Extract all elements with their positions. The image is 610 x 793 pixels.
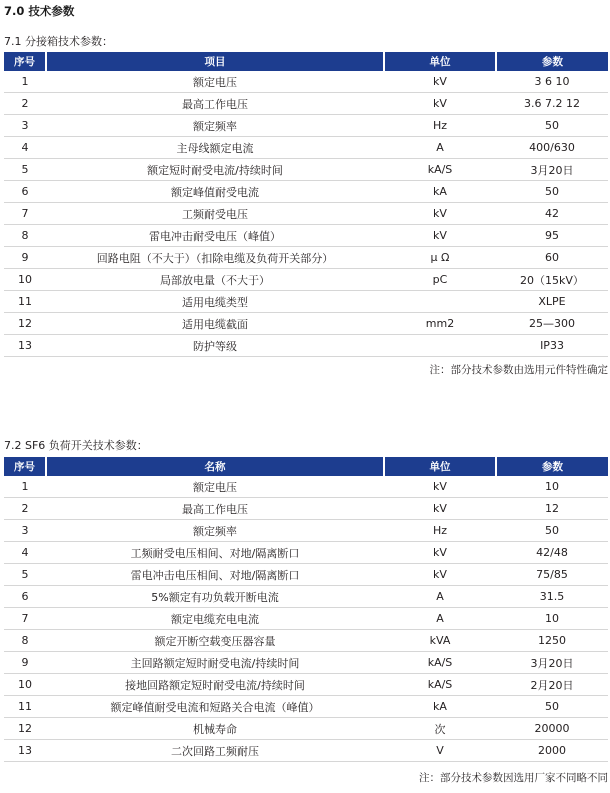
- table-row: [4, 630, 608, 652]
- table-row: [4, 181, 608, 203]
- cell-value: 50: [496, 181, 608, 203]
- cell-value: 3.6 7.2 12: [496, 93, 608, 115]
- cell-value: 42: [496, 203, 608, 225]
- cell-unit: V: [384, 740, 496, 762]
- cell-no: 3: [4, 520, 46, 542]
- sf6-switch-spec-table: [4, 457, 608, 762]
- cell-no: 2: [4, 498, 46, 520]
- cell-no: 13: [4, 335, 46, 357]
- cell-no: 7: [4, 203, 46, 225]
- cell-unit: Hz: [384, 520, 496, 542]
- table-header-row: [4, 457, 608, 476]
- cell-no: 6: [4, 586, 46, 608]
- table-row: [4, 674, 608, 696]
- cell-unit: Hz: [384, 115, 496, 137]
- cell-value: 3 6 10: [496, 71, 608, 93]
- table-row: [4, 564, 608, 586]
- header-unit: 单位: [384, 457, 496, 476]
- cell-unit: kA/S: [384, 159, 496, 181]
- cell-no: 12: [4, 313, 46, 335]
- cell-item: 工频耐受电压: [46, 203, 384, 225]
- cell-item: 额定短时耐受电流/持续时间: [46, 159, 384, 181]
- cell-value: 42/48: [496, 542, 608, 564]
- cell-item: 额定频率: [46, 520, 384, 542]
- table-row: [4, 520, 608, 542]
- cell-value: 2000: [496, 740, 608, 762]
- table-row: [4, 498, 608, 520]
- table-row: [4, 137, 608, 159]
- cell-unit: kV: [384, 71, 496, 93]
- cell-value: 20（15kV）: [496, 269, 608, 291]
- cell-value: 50: [496, 696, 608, 718]
- cell-no: 2: [4, 93, 46, 115]
- table-row: [4, 476, 608, 498]
- cell-item: 适用电缆截面: [46, 313, 384, 335]
- cell-value: 95: [496, 225, 608, 247]
- cell-unit: μ Ω: [384, 247, 496, 269]
- table-row: [4, 269, 608, 291]
- cell-item: 主回路额定短时耐受电流/持续时间: [46, 652, 384, 674]
- cell-value: 3月20日: [496, 652, 608, 674]
- cell-item: 最高工作电压: [46, 498, 384, 520]
- table1-title: 7.1 分接箱技术参数：: [4, 35, 113, 48]
- cell-no: 7: [4, 608, 46, 630]
- cell-value: 12: [496, 498, 608, 520]
- cell-no: 8: [4, 225, 46, 247]
- cell-value: 50: [496, 115, 608, 137]
- cell-value: 10: [496, 608, 608, 630]
- section-heading: 7.0 技术参数: [4, 4, 75, 18]
- cell-item: 额定峰值耐受电流: [46, 181, 384, 203]
- table2-title: 7.2 SF6 负荷开关技术参数：: [4, 439, 148, 452]
- header-value: 参数: [496, 457, 608, 476]
- table2-note: 注：部分技术参数因选用厂家不同略不同: [419, 772, 608, 784]
- cell-unit: kV: [384, 564, 496, 586]
- cell-unit: kV: [384, 225, 496, 247]
- cell-no: 5: [4, 564, 46, 586]
- table-row: [4, 203, 608, 225]
- table-row: [4, 586, 608, 608]
- cell-unit: kV: [384, 542, 496, 564]
- cell-item: 5%额定有功负载开断电流: [46, 586, 384, 608]
- cell-unit: kA: [384, 181, 496, 203]
- cell-item: 额定电压: [46, 71, 384, 93]
- cell-no: 3: [4, 115, 46, 137]
- cell-value: 31.5: [496, 586, 608, 608]
- cell-unit: kV: [384, 93, 496, 115]
- header-item: 项目: [46, 52, 384, 71]
- header-unit: 单位: [384, 52, 496, 71]
- table-row: [4, 71, 608, 93]
- cell-item: 防护等级: [46, 335, 384, 357]
- cell-item: 雷电冲击电压相间、对地/隔离断口: [46, 564, 384, 586]
- cell-no: 10: [4, 674, 46, 696]
- table-header-row: [4, 52, 608, 71]
- cell-no: 1: [4, 476, 46, 498]
- header-name: 名称: [46, 457, 384, 476]
- cell-item: 主母线额定电流: [46, 137, 384, 159]
- cell-unit: kV: [384, 498, 496, 520]
- cell-item: 接地回路额定短时耐受电流/持续时间: [46, 674, 384, 696]
- cell-item: 额定电压: [46, 476, 384, 498]
- table1-note: 注：部分技术参数由选用元件特性确定: [429, 364, 608, 376]
- cell-value: IP33: [496, 335, 608, 357]
- cell-no: 4: [4, 137, 46, 159]
- cell-item: 工频耐受电压相间、对地/隔离断口: [46, 542, 384, 564]
- cell-item: 机械寿命: [46, 718, 384, 740]
- cell-no: 5: [4, 159, 46, 181]
- cell-item: 额定开断空载变压器容量: [46, 630, 384, 652]
- cell-item: 回路电阻（不大于）（扣除电缆及负荷开关部分）: [46, 247, 384, 269]
- table-row: [4, 696, 608, 718]
- cell-unit: mm2: [384, 313, 496, 335]
- cell-value: 400/630: [496, 137, 608, 159]
- cell-value: 10: [496, 476, 608, 498]
- cell-item: 二次回路工频耐压: [46, 740, 384, 762]
- table-row: [4, 93, 608, 115]
- cell-no: 10: [4, 269, 46, 291]
- table-row: [4, 542, 608, 564]
- cell-item: 局部放电量（不大于）: [46, 269, 384, 291]
- cell-item: 额定频率: [46, 115, 384, 137]
- cell-no: 4: [4, 542, 46, 564]
- cell-value: 50: [496, 520, 608, 542]
- cell-unit: A: [384, 586, 496, 608]
- cell-unit: pC: [384, 269, 496, 291]
- cell-unit: kV: [384, 203, 496, 225]
- cell-no: 9: [4, 652, 46, 674]
- cell-item: 适用电缆类型: [46, 291, 384, 313]
- cell-unit: kA: [384, 696, 496, 718]
- cell-unit: kA/S: [384, 652, 496, 674]
- cell-no: 11: [4, 291, 46, 313]
- table-row: [4, 313, 608, 335]
- cell-unit: 次: [384, 718, 496, 740]
- table-row: [4, 740, 608, 762]
- header-no: 序号: [4, 457, 46, 476]
- cell-value: 20000: [496, 718, 608, 740]
- header-value: 参数: [496, 52, 608, 71]
- cell-no: 1: [4, 71, 46, 93]
- cell-unit: A: [384, 608, 496, 630]
- cell-value: 1250: [496, 630, 608, 652]
- table-row: [4, 652, 608, 674]
- cell-item: 额定电缆充电电流: [46, 608, 384, 630]
- table-row: [4, 291, 608, 313]
- table-row: [4, 335, 608, 357]
- table-row: [4, 608, 608, 630]
- cell-value: 75/85: [496, 564, 608, 586]
- table-row: [4, 159, 608, 181]
- switchbox-spec-table: [4, 52, 608, 357]
- cell-item: 最高工作电压: [46, 93, 384, 115]
- cell-no: 8: [4, 630, 46, 652]
- table-row: [4, 225, 608, 247]
- table-row: [4, 718, 608, 740]
- table-row: [4, 247, 608, 269]
- cell-unit: A: [384, 137, 496, 159]
- cell-no: 13: [4, 740, 46, 762]
- cell-unit: kA/S: [384, 674, 496, 696]
- cell-no: 12: [4, 718, 46, 740]
- cell-unit: kV: [384, 476, 496, 498]
- cell-unit: [384, 335, 496, 357]
- cell-no: 9: [4, 247, 46, 269]
- cell-value: 3月20日: [496, 159, 608, 181]
- cell-no: 6: [4, 181, 46, 203]
- cell-value: XLPE: [496, 291, 608, 313]
- table-row: [4, 115, 608, 137]
- cell-no: 11: [4, 696, 46, 718]
- header-no: 序号: [4, 52, 46, 71]
- cell-value: 60: [496, 247, 608, 269]
- cell-value: 2月20日: [496, 674, 608, 696]
- cell-item: 额定峰值耐受电流和短路关合电流（峰值）: [46, 696, 384, 718]
- cell-unit: kVA: [384, 630, 496, 652]
- cell-unit: [384, 291, 496, 313]
- cell-value: 25—300: [496, 313, 608, 335]
- cell-item: 雷电冲击耐受电压（峰值）: [46, 225, 384, 247]
